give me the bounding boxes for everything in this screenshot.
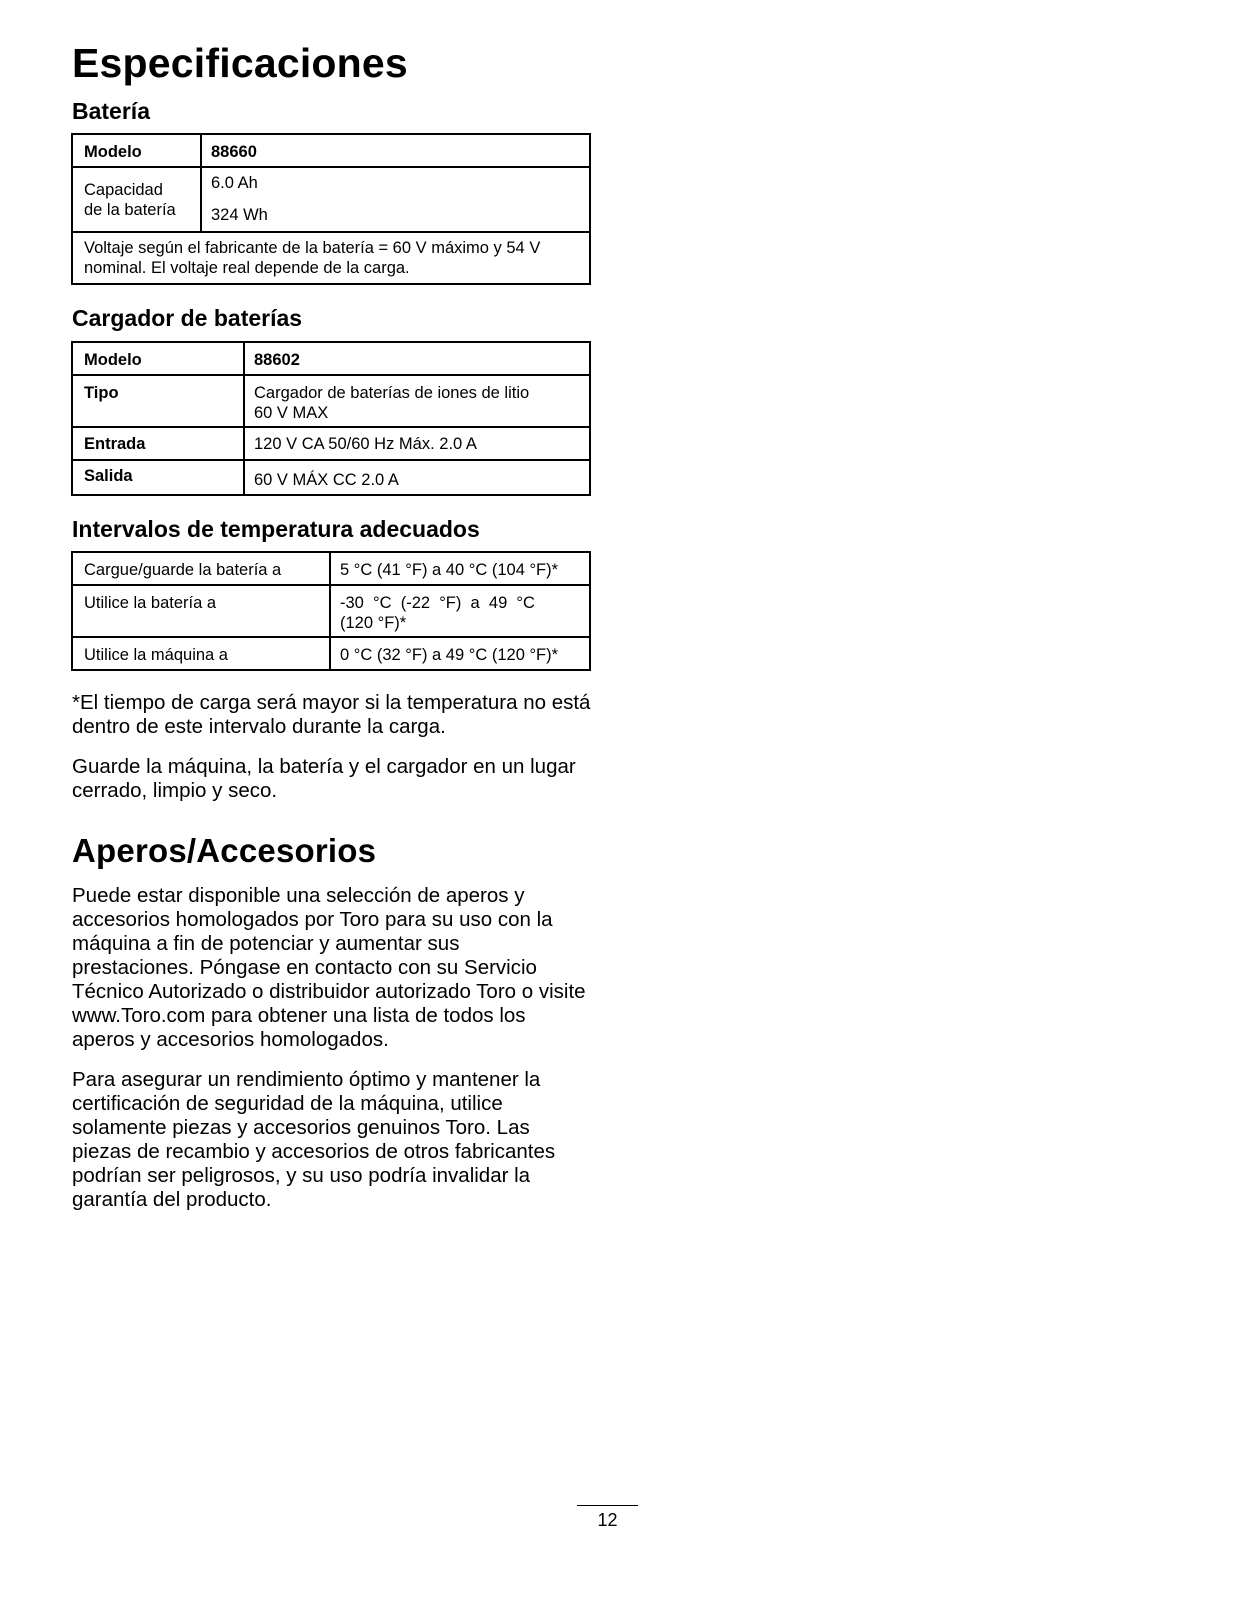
- battery-capacity-value: [201, 167, 590, 232]
- page-number-rule: [577, 1505, 638, 1506]
- charger-type-value-line2: 60 V MAX: [254, 404, 329, 422]
- temperature-table: [71, 551, 591, 671]
- charger-input-value: 120 V CA 50/60 Hz Máx. 2.0 A: [244, 427, 590, 460]
- battery-voltage-note-line1: Voltaje según el fabricante de la batería = 60 V máximo y 54 V: [84, 239, 541, 257]
- battery-capacity-ah: 6.0 Ah: [211, 174, 258, 192]
- charger-type-value: [244, 375, 590, 427]
- temp-use-battery-value-line1: -30 °C (-22 °F) a 49 °C: [340, 594, 535, 612]
- temp-use-machine-value: 0 °C (32 °F) a 49 °C (120 °F)*: [330, 637, 590, 670]
- page-number: 12: [597, 1510, 618, 1530]
- temp-use-battery-value-line2: (120 °F)*: [340, 614, 407, 632]
- charger-spec-table: [71, 341, 591, 496]
- battery-spec-table: [71, 133, 591, 285]
- temp-charge-store-label: Cargue/guarde la batería a: [72, 552, 330, 585]
- charger-model-value: 88602: [244, 342, 590, 375]
- temp-use-battery-value: [330, 585, 590, 637]
- charger-type-label: Tipo: [72, 375, 244, 427]
- accessories-heading: Aperos/Accesorios: [72, 832, 377, 869]
- temp-use-machine-label: Utilice la máquina a: [72, 637, 330, 670]
- battery-voltage-note-line2: nominal. El voltaje real depende de la carga.: [84, 259, 410, 277]
- accessories-paragraph-2: Para asegurar un rendimiento óptimo y mantener la certificación de seguridad de la máquina, utilice solamente piezas y accesorios genuinos Toro. Las piezas de recambio y accesorios de otros fabricantes podrían ser peligrosos, y su uso podría invalidar la garantía del producto.: [72, 1068, 556, 1211]
- temp-charge-store-value: 5 °C (41 °F) a 40 °C (104 °F)*: [330, 552, 590, 585]
- charger-heading: Cargador de baterías: [72, 305, 303, 331]
- charger-model-label: Modelo: [72, 342, 244, 375]
- charger-output-value: 60 V MÁX CC 2.0 A: [244, 460, 590, 495]
- battery-model-value: 88660: [201, 134, 590, 167]
- storage-note: Guarde la máquina, la batería y el cargador en un lugar cerrado, limpio y seco.: [72, 755, 576, 802]
- battery-model-label: Modelo: [72, 134, 201, 167]
- page-title: Especificaciones: [72, 40, 408, 86]
- battery-voltage-note: [72, 232, 590, 284]
- temperature-footnote: *El tiempo de carga será mayor si la temperatura no está dentro de este intervalo durante la carga.: [72, 691, 591, 738]
- battery-heading: Batería: [72, 98, 150, 124]
- battery-capacity-wh: 324 Wh: [211, 206, 268, 224]
- battery-capacity-label-line1: Capacidad: [84, 181, 163, 199]
- charger-output-label: Salida: [72, 460, 244, 495]
- charger-input-label: Entrada: [72, 427, 244, 460]
- temperature-heading: Intervalos de temperatura adecuados: [72, 516, 480, 542]
- battery-capacity-label-line2: de la batería: [84, 201, 176, 219]
- accessories-paragraph-1: Puede estar disponible una selección de aperos y accesorios homologados por Toro para su uso con la máquina a fin de potenciar y aumentar sus prestaciones. Póngase en contacto con su Servicio Técnico Autorizado o distribuidor autorizado Toro o visite www.Toro.com para obtener una lista de todos los aperos y accesorios homologados.: [72, 884, 586, 1051]
- battery-capacity-label: [72, 167, 201, 232]
- temp-use-battery-label: Utilice la batería a: [72, 585, 330, 637]
- charger-type-value-line1: Cargador de baterías de iones de litio: [254, 384, 530, 402]
